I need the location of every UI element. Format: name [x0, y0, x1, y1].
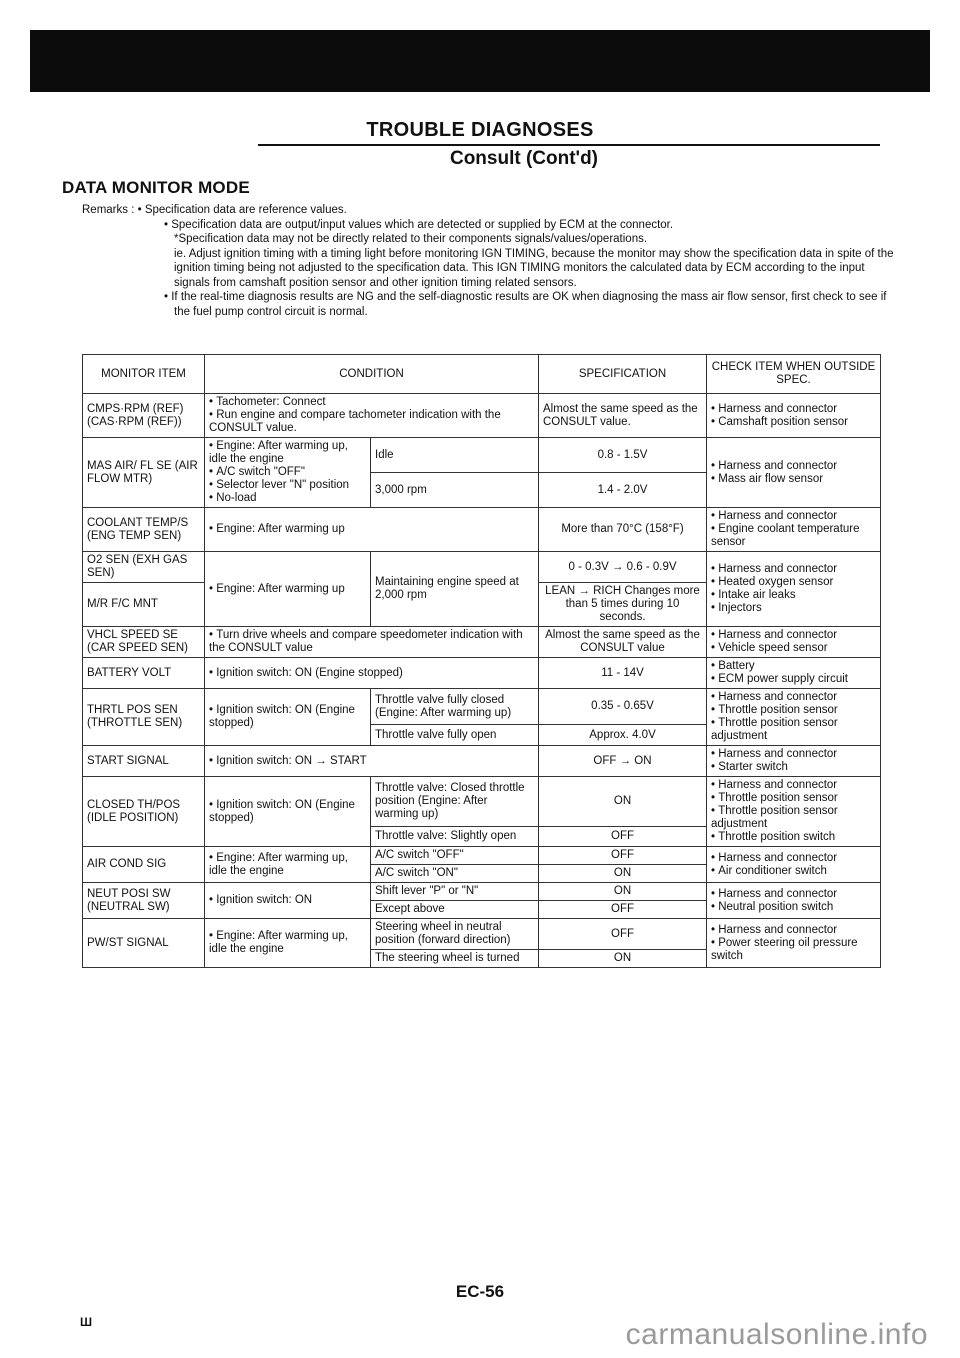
- top-black-band: [30, 30, 930, 92]
- table-row-pwst: [83, 919, 881, 950]
- check-line: • Harness and connector: [711, 563, 876, 576]
- condition-cell: [205, 552, 371, 627]
- check-line: • Engine coolant temperature sensor: [711, 523, 876, 549]
- check-line: • Harness and connector: [711, 691, 876, 704]
- spec-cell: OFF: [539, 919, 707, 950]
- condition-cell: [205, 394, 539, 438]
- condition-cell: [205, 847, 371, 883]
- check-line: • Harness and connector: [711, 924, 876, 937]
- remarks-block: [82, 203, 902, 319]
- sub-condition-cell: The steering wheel is turned: [371, 950, 539, 968]
- table-row-closed: [83, 777, 881, 827]
- remark-item: • Specification data are reference values.: [138, 204, 347, 216]
- check-line: • Harness and connector: [711, 779, 876, 792]
- page-number: EC-56: [455, 1282, 505, 1301]
- monitor-item: CLOSED TH/POS (IDLE POSITION): [83, 777, 205, 847]
- header-check-item: CHECK ITEM WHEN OUTSIDE SPEC.: [707, 355, 881, 394]
- check-cell: [707, 746, 881, 777]
- remark-item: [82, 290, 902, 319]
- check-cell: [707, 658, 881, 689]
- condition-line: • Ignition switch: ON (Engine stopped): [209, 667, 403, 679]
- data-monitor-table: [82, 354, 881, 968]
- condition-line: • Engine: After warming up, idle the engine: [209, 440, 366, 466]
- title-rule: [258, 144, 880, 146]
- sub-condition-cell: A/C switch "ON": [371, 865, 539, 883]
- monitor-item: VHCL SPEED SE (CAR SPEED SEN): [83, 627, 205, 658]
- sub-condition-cell: Throttle valve fully open: [371, 725, 539, 746]
- sub-condition-cell: Steering wheel in neutral position (forward direction): [371, 919, 539, 950]
- condition-cell: [205, 883, 371, 919]
- check-line: • Throttle position sensor adjustment: [711, 805, 876, 831]
- spec-cell: 0.8 - 1.5V: [539, 438, 707, 473]
- check-line: • Harness and connector: [711, 852, 876, 865]
- monitor-item: PW/ST SIGNAL: [83, 919, 205, 968]
- corner-mark: Ш: [80, 1315, 93, 1329]
- check-line: • Mass air flow sensor: [711, 473, 876, 486]
- condition-line: • Selector lever "N" position: [209, 479, 366, 492]
- sub-condition-cell: Idle: [371, 438, 539, 473]
- page-subtitle: Consult (Cont'd): [449, 148, 598, 169]
- spec-cell: OFF: [539, 826, 707, 846]
- spec-cell: Almost the same speed as the CONSULT value.: [539, 394, 707, 438]
- spec-cell: 0.35 - 0.65V: [539, 689, 707, 725]
- check-cell: [707, 508, 881, 552]
- check-line: • Air conditioner switch: [711, 865, 876, 878]
- check-cell: [707, 394, 881, 438]
- monitor-item: M/R F/C MNT: [83, 583, 205, 627]
- check-line: • Harness and connector: [711, 888, 876, 901]
- table-row-coolant: [83, 508, 881, 552]
- remark-text: • If the real-time diagnosis results are NG and the self-diagnostic results are OK when diagnosing the mass air flow sensor, first check to see if the fuel pump control circuit is normal.: [164, 291, 887, 318]
- spec-cell: ON: [539, 950, 707, 968]
- remark-item: [82, 218, 902, 233]
- check-line: • Camshaft position sensor: [711, 416, 876, 429]
- condition-line: • Ignition switch: ON → START: [209, 755, 367, 767]
- check-line: • Harness and connector: [711, 403, 876, 416]
- condition-cell: [205, 777, 371, 847]
- condition-line: • Ignition switch: ON (Engine stopped): [209, 704, 355, 729]
- sub-condition-cell: Maintaining engine speed at 2,000 rpm: [371, 552, 539, 627]
- check-line: • ECM power supply circuit: [711, 673, 876, 686]
- monitor-item: CMPS·RPM (REF) (CAS·RPM (REF)): [83, 394, 205, 438]
- check-cell: [707, 627, 881, 658]
- table-row-mas: [83, 438, 881, 473]
- condition-line: • Turn drive wheels and compare speedometer indication with the CONSULT value: [209, 629, 523, 654]
- sub-condition-cell: Throttle valve fully closed (Engine: After warming up): [371, 689, 539, 725]
- table-row-thrtl: [83, 689, 881, 725]
- monitor-item: NEUT POSI SW (NEUTRAL SW): [83, 883, 205, 919]
- condition-cell: [205, 689, 371, 746]
- check-cell: [707, 552, 881, 627]
- sub-condition-cell: 3,000 rpm: [371, 473, 539, 508]
- sub-condition-cell: Throttle valve: Slightly open: [371, 826, 539, 846]
- check-line: • Heated oxygen sensor: [711, 576, 876, 589]
- header-condition: CONDITION: [205, 355, 539, 394]
- condition-line: • Engine: After warming up, idle the engine: [209, 852, 348, 877]
- sub-condition-cell: Throttle valve: Closed throttle position (Engine: After warming up): [371, 777, 539, 827]
- spec-cell: OFF: [539, 847, 707, 865]
- remark-text: • Specification data are output/input values which are detected or supplied by ECM at the connector.: [164, 219, 673, 231]
- condition-line: • Engine: After warming up: [209, 583, 345, 595]
- table-row-o2: [83, 552, 881, 583]
- table-row-aircond: [83, 847, 881, 865]
- check-line: • Harness and connector: [711, 748, 876, 761]
- spec-cell: LEAN → RICH Changes more than 5 times during 10 seconds.: [539, 583, 707, 627]
- condition-line: • A/C switch "OFF": [209, 466, 366, 479]
- monitor-item: O2 SEN (EXH GAS SEN): [83, 552, 205, 583]
- condition-cell: [205, 658, 539, 689]
- check-line: • Throttle position switch: [711, 831, 876, 844]
- remark-note: *Specification data may not be directly related to their components signals/values/operations.: [174, 233, 648, 245]
- check-cell: [707, 919, 881, 968]
- spec-cell: ON: [539, 883, 707, 901]
- monitor-item: BATTERY VOLT: [83, 658, 205, 689]
- table-row-neut: [83, 883, 881, 901]
- remark-note-detail: ie. Adjust ignition timing with a timing light before monitoring IGN TIMING, because the monitor may show the specification data in spite of the ignition timing being not adjusted to the specification data. This IGN TIMING monitors the calculated data by ECM according to the input signals from camshaft position sensor and other ignition timing related sensors.: [174, 247, 894, 289]
- spec-cell: 11 - 14V: [539, 658, 707, 689]
- check-line: • Vehicle speed sensor: [711, 642, 876, 655]
- check-line: • Throttle position sensor: [711, 792, 876, 805]
- sub-condition-cell: A/C switch "OFF": [371, 847, 539, 865]
- check-line: • Throttle position sensor: [711, 704, 876, 717]
- condition-cell: [205, 508, 539, 552]
- condition-line: • Ignition switch: ON (Engine stopped): [209, 799, 355, 824]
- header-monitor-item: MONITOR ITEM: [83, 355, 205, 394]
- table-header-row: [83, 355, 881, 394]
- table-row-battery: [83, 658, 881, 689]
- condition-line: • Engine: After warming up, idle the engine: [209, 930, 348, 955]
- condition-line: • Run engine and compare tachometer indication with the CONSULT value.: [209, 409, 534, 435]
- condition-cell: [205, 627, 539, 658]
- monitor-item: THRTL POS SEN (THROTTLE SEN): [83, 689, 205, 746]
- section-title: DATA MONITOR MODE: [62, 178, 250, 197]
- sub-condition-cell: Except above: [371, 901, 539, 919]
- sub-condition-cell: Shift lever "P" or "N": [371, 883, 539, 901]
- check-line: • Starter switch: [711, 761, 876, 774]
- spec-cell: 0 - 0.3V → 0.6 - 0.9V: [539, 552, 707, 583]
- condition-line: • Tachometer: Connect: [209, 396, 534, 409]
- page-title: TROUBLE DIAGNOSES: [366, 119, 594, 141]
- check-line: • Battery: [711, 660, 876, 673]
- spec-cell: ON: [539, 865, 707, 883]
- check-line: • Injectors: [711, 602, 876, 615]
- condition-line: • No-load: [209, 492, 366, 505]
- check-line: • Harness and connector: [711, 629, 876, 642]
- table-row-cmps: [83, 394, 881, 438]
- check-cell: [707, 689, 881, 746]
- spec-cell: ON: [539, 777, 707, 827]
- check-line: • Power steering oil pressure switch: [711, 937, 876, 963]
- spec-cell: OFF: [539, 901, 707, 919]
- spec-cell: Approx. 4.0V: [539, 725, 707, 746]
- check-cell: [707, 883, 881, 919]
- condition-line: • Engine: After warming up: [209, 523, 345, 535]
- monitor-item: COOLANT TEMP/S (ENG TEMP SEN): [83, 508, 205, 552]
- check-cell: [707, 438, 881, 508]
- spec-cell: OFF → ON: [539, 746, 707, 777]
- monitor-item: MAS AIR/ FL SE (AIR FLOW MTR): [83, 438, 205, 508]
- check-line: • Harness and connector: [711, 510, 876, 523]
- header-specification: SPECIFICATION: [539, 355, 707, 394]
- monitor-item: AIR COND SIG: [83, 847, 205, 883]
- spec-cell: 1.4 - 2.0V: [539, 473, 707, 508]
- check-line: • Intake air leaks: [711, 589, 876, 602]
- table-row-vhcl: [83, 627, 881, 658]
- spec-cell: More than 70°C (158°F): [539, 508, 707, 552]
- check-cell: [707, 847, 881, 883]
- spec-cell: Almost the same speed as the CONSULT value: [539, 627, 707, 658]
- check-cell: [707, 777, 881, 847]
- check-line: • Harness and connector: [711, 460, 876, 473]
- condition-cell: [205, 746, 539, 777]
- remarks-line-1: [82, 203, 902, 218]
- condition-cell: [205, 438, 371, 508]
- watermark: carmanualsonline.info: [625, 1318, 928, 1351]
- condition-cell: [205, 919, 371, 968]
- check-line: • Throttle position sensor adjustment: [711, 717, 876, 743]
- check-line: • Neutral position switch: [711, 901, 876, 914]
- condition-line: • Ignition switch: ON: [209, 894, 312, 906]
- remarks-lead: Remarks :: [82, 204, 135, 216]
- table-row-start: [83, 746, 881, 777]
- monitor-item: START SIGNAL: [83, 746, 205, 777]
